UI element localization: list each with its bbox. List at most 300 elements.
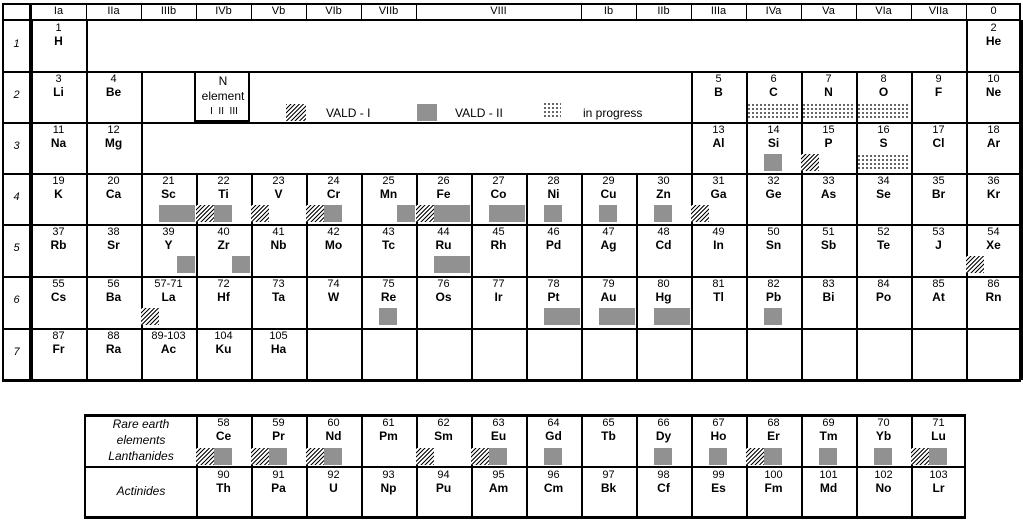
element-symbol: Bk [600, 481, 617, 495]
element-cell-ku [196, 328, 251, 378]
element-cell-b [691, 71, 746, 121]
element-symbol: Fe [436, 187, 451, 201]
element-symbol: Cl [932, 136, 945, 150]
element-cell-po [856, 276, 911, 326]
element-symbol: Np [380, 481, 397, 495]
atomic-number: 28 [547, 175, 560, 187]
element-symbol: Cd [655, 238, 672, 252]
element-symbol: Cu [600, 187, 617, 201]
vald2-pattern-hg [654, 308, 672, 325]
group-header-0: 0 [990, 5, 997, 17]
atomic-number: 102 [874, 469, 893, 481]
atomic-number: 33 [822, 175, 835, 187]
cell-left-border [746, 328, 748, 380]
atomic-number: 95 [492, 469, 505, 481]
element-symbol: Ba [105, 290, 122, 304]
atomic-number: 27 [492, 175, 505, 187]
element-symbol: Tb [601, 429, 616, 443]
atomic-number: 98 [657, 469, 670, 481]
element-cell-ag [581, 224, 636, 274]
atomic-number: 53 [932, 226, 945, 238]
actinide-cell-am [471, 467, 526, 517]
lanthanide-cell-pm [361, 415, 416, 465]
element-cell-ca [86, 173, 141, 223]
element-symbol: Ta [271, 290, 286, 304]
atomic-number: 62 [437, 417, 450, 429]
actinide-cell-u [306, 467, 361, 517]
element-symbol: Pm [379, 429, 398, 443]
legend-key-box-top [194, 71, 250, 73]
element-cell-at [911, 276, 966, 326]
element-cell-al [691, 122, 746, 172]
element-symbol: Ga [710, 187, 727, 201]
element-symbol: Cr [326, 187, 341, 201]
period-label-2: 2 [13, 89, 20, 101]
element-cell-ra [86, 328, 141, 378]
atomic-number: 68 [767, 417, 780, 429]
atomic-number: 31 [712, 175, 725, 187]
vald2-extra-pattern-fe [452, 205, 470, 222]
element-cell-k [31, 173, 86, 223]
actinide-cell-md [801, 467, 856, 517]
element-cell-mo [306, 224, 361, 274]
element-symbol: Pa [271, 481, 286, 495]
atomic-number: 65 [602, 417, 615, 429]
vald2-pattern-ce [214, 448, 232, 465]
atomic-number: 60 [327, 417, 340, 429]
element-symbol: Ir [494, 290, 503, 304]
lanthanide-cell-tb [581, 415, 636, 465]
element-symbol: F [934, 85, 943, 99]
atomic-number: 48 [657, 226, 670, 238]
group-header-IIIa: IIIa [710, 5, 727, 17]
atomic-number: 14 [767, 124, 780, 136]
legend-vald1-label: VALD - I [326, 106, 371, 120]
element-cell-na [31, 122, 86, 172]
atomic-number: 51 [822, 226, 835, 238]
atomic-number: 38 [107, 226, 120, 238]
vald2-pattern-ni [544, 205, 562, 222]
element-symbol: Ag [600, 238, 617, 252]
vald2-pattern-gd [544, 448, 562, 465]
element-symbol: Fr [52, 342, 65, 356]
element-symbol: Si [767, 136, 780, 150]
element-symbol: Cf [657, 481, 670, 495]
vald2-extra-pattern-mn [397, 205, 415, 222]
vald1-pattern-ti [196, 205, 214, 222]
element-symbol: Lr [932, 481, 945, 495]
atomic-number: 26 [437, 175, 450, 187]
element-cell-j [911, 224, 966, 274]
atomic-number: 22 [217, 175, 230, 187]
cell-left-border [636, 328, 638, 380]
atomic-number: 75 [382, 278, 395, 290]
element-symbol: No [875, 481, 892, 495]
outer-bottom-border [2, 379, 1021, 382]
actinide-cell-th [196, 467, 251, 517]
cell-left-border [471, 328, 473, 380]
legend-swatch-vald1 [286, 104, 306, 121]
atomic-number: 11 [52, 124, 65, 136]
group-header-VIIb: VIIb [378, 5, 399, 17]
atomic-number: 100 [764, 469, 783, 481]
element-symbol: J [935, 238, 942, 252]
atomic-number: 7 [825, 73, 832, 85]
legend-key-title-n: N [218, 74, 228, 88]
element-symbol: Kr [986, 187, 1001, 201]
element-symbol: Lu [931, 429, 946, 443]
element-cell-ne [966, 71, 1021, 121]
element-symbol: La [161, 290, 176, 304]
group-header-IIa: IIa [107, 5, 120, 17]
element-symbol: Eu [490, 429, 507, 443]
element-symbol: Be [105, 85, 122, 99]
atomic-number: 59 [272, 417, 285, 429]
actinide-cell-bk [581, 467, 636, 517]
period-label-5: 5 [13, 242, 20, 254]
element-cell-pd [526, 224, 581, 274]
element-symbol: Sb [820, 238, 837, 252]
element-symbol: Pd [545, 238, 562, 252]
element-cell-in [691, 224, 746, 274]
in-progress-pattern-o [857, 103, 909, 120]
element-symbol: Dy [655, 429, 672, 443]
atomic-number: 21 [162, 175, 175, 187]
atomic-number: 90 [217, 469, 230, 481]
element-symbol: Am [488, 481, 509, 495]
atomic-number: 15 [822, 124, 835, 136]
element-symbol: H [54, 34, 63, 48]
element-symbol: As [820, 187, 837, 201]
atomic-number: 56 [107, 278, 120, 290]
vald2-pattern-yb [874, 448, 892, 465]
element-cell-as [801, 173, 856, 223]
vald2-pattern-zn [654, 205, 672, 222]
element-cell-cl [911, 122, 966, 172]
group-header-IVb: IVb [215, 5, 232, 17]
legend-key-title-element: element [201, 89, 245, 103]
atomic-number: 50 [767, 226, 780, 238]
vald1-pattern-cr [306, 205, 324, 222]
element-symbol: Xe [986, 238, 1001, 252]
element-symbol: P [824, 136, 833, 150]
atomic-number: 101 [819, 469, 838, 481]
element-symbol: Ra [105, 342, 122, 356]
atomic-number: 41 [272, 226, 285, 238]
element-cell-hf [196, 276, 251, 326]
element-symbol: Pb [765, 290, 782, 304]
vald2-pattern-eu [489, 448, 507, 465]
vald1-pattern-ce [196, 448, 214, 465]
vald2-pattern-lu [929, 448, 947, 465]
atomic-number: 87 [52, 330, 65, 342]
atomic-number: 66 [657, 417, 670, 429]
atomic-number: 71 [932, 417, 945, 429]
actinide-cell-es [691, 467, 746, 517]
atomic-number: 92 [327, 469, 340, 481]
element-symbol: Li [53, 85, 64, 99]
atomic-number: 77 [492, 278, 505, 290]
atomic-number: 10 [987, 73, 1000, 85]
group-header-VIIa: VIIa [928, 5, 949, 17]
atomic-number: 44 [437, 226, 450, 238]
legend-swatch-in-progress [543, 102, 561, 119]
atomic-number: 9 [935, 73, 942, 85]
element-cell-cd [636, 224, 691, 274]
element-cell-rb [31, 224, 86, 274]
element-cell-sb [801, 224, 856, 274]
atomic-number: 13 [712, 124, 725, 136]
atomic-number: 97 [602, 469, 615, 481]
vald2-pattern-nd [324, 448, 342, 465]
element-symbol: B [714, 85, 723, 99]
element-symbol: Br [931, 187, 946, 201]
vald2-pattern-pt [544, 308, 562, 325]
atomic-number: 96 [547, 469, 560, 481]
vald2-pattern-pr [269, 448, 287, 465]
group-header-IIIb: IIIb [160, 5, 177, 17]
element-cell-mg [86, 122, 141, 172]
element-cell-te [856, 224, 911, 274]
element-symbol: O [878, 85, 889, 99]
vald1-pattern-nd [306, 448, 324, 465]
atomic-number: 103 [929, 469, 948, 481]
element-symbol: Ti [218, 187, 229, 201]
atomic-number: 5 [715, 73, 722, 85]
actinide-cell-pa [251, 467, 306, 517]
element-symbol: Gd [545, 429, 562, 443]
element-symbol: Ge [765, 187, 782, 201]
vald2-extra-pattern-y [177, 256, 195, 273]
atomic-number: 64 [547, 417, 560, 429]
vald2-pattern-tm [819, 448, 837, 465]
atomic-number: 99 [712, 469, 725, 481]
atomic-number: 54 [987, 226, 1000, 238]
atomic-number: 78 [547, 278, 560, 290]
element-symbol: Al [712, 136, 725, 150]
rare-earth-label-line1: Rare earth [112, 417, 170, 431]
group-header-Va: Va [822, 5, 835, 17]
atomic-number: 57-71 [154, 278, 183, 290]
vald2-pattern-dy [654, 448, 672, 465]
element-symbol: Se [876, 187, 891, 201]
rare-earth-label-line2: elements [116, 433, 166, 447]
element-symbol: Re [380, 290, 397, 304]
element-symbol: Hf [217, 290, 230, 304]
actinides-label: Actinides [116, 484, 166, 498]
element-symbol: Sc [161, 187, 176, 201]
atomic-number: 19 [52, 175, 65, 187]
atomic-number: 4 [110, 73, 117, 85]
element-symbol: Hg [655, 290, 672, 304]
element-cell-ir [471, 276, 526, 326]
vald1-pattern-lu [911, 448, 929, 465]
group-header-VIb: VIb [325, 5, 342, 17]
element-symbol: Ku [215, 342, 232, 356]
element-cell-ba [86, 276, 141, 326]
atomic-number: 69 [822, 417, 835, 429]
actinide-cell-np [361, 467, 416, 517]
legend-key-box-bottom [194, 120, 250, 122]
atomic-number: 79 [602, 278, 615, 290]
vald1-pattern-eu [471, 448, 489, 465]
atomic-number: 70 [877, 417, 890, 429]
atomic-number: 3 [55, 73, 62, 85]
atomic-number: 30 [657, 175, 670, 187]
vald2-extra-pattern-au [617, 308, 635, 325]
element-symbol: Rb [50, 238, 67, 252]
vald2-pattern-er [764, 448, 782, 465]
actinide-cell-cf [636, 467, 691, 517]
element-symbol: Pu [435, 481, 452, 495]
element-cell-bi [801, 276, 856, 326]
element-symbol: Mn [379, 187, 398, 201]
group-header-IVa: IVa [765, 5, 782, 17]
element-symbol: Ne [985, 85, 1002, 99]
atomic-number: 88 [107, 330, 120, 342]
element-symbol: Co [490, 187, 507, 201]
period-label-6: 6 [13, 294, 20, 306]
vald2-extra-pattern-co [507, 205, 525, 222]
element-symbol: U [329, 481, 338, 495]
element-cell-be [86, 71, 141, 121]
element-cell-br [911, 173, 966, 223]
element-cell-ar [966, 122, 1021, 172]
atomic-number: 84 [877, 278, 890, 290]
atomic-number: 25 [382, 175, 395, 187]
legend-vald2-label: VALD - II [455, 106, 503, 120]
rare-earth-label-line3: Lanthanides [108, 449, 174, 463]
element-symbol: Mo [324, 238, 343, 252]
element-symbol: Rh [490, 238, 507, 252]
atomic-number: 76 [437, 278, 450, 290]
element-symbol: He [985, 34, 1002, 48]
atomic-number: 43 [382, 226, 395, 238]
element-symbol: Ru [435, 238, 452, 252]
cell-left-border [526, 328, 528, 380]
cell-left-border [691, 328, 693, 380]
element-symbol: In [713, 238, 724, 252]
element-symbol: Na [50, 136, 67, 150]
atomic-number: 35 [932, 175, 945, 187]
cell-left-border [966, 328, 968, 380]
vald1-pattern-xe [966, 256, 984, 273]
vald2-pattern-au [599, 308, 617, 325]
element-symbol: Th [216, 481, 231, 495]
element-cell-rh [471, 224, 526, 274]
element-symbol: At [932, 290, 945, 304]
in-progress-pattern-n [802, 103, 854, 120]
legend-swatch-vald2 [417, 104, 437, 121]
atomic-number: 36 [987, 175, 1000, 187]
element-cell-f [911, 71, 966, 121]
element-symbol: Ho [710, 429, 727, 443]
atomic-number: 91 [272, 469, 285, 481]
vald2-pattern-si [764, 154, 782, 171]
header-divider [2, 19, 1021, 21]
atomic-number: 82 [767, 278, 780, 290]
element-symbol: V [274, 187, 283, 201]
element-symbol: S [879, 136, 888, 150]
element-symbol: Er [767, 429, 780, 443]
element-symbol: Pr [272, 429, 285, 443]
vald2-pattern-cr [324, 205, 342, 222]
group-header-Vb: Vb [271, 5, 286, 17]
atomic-number: 81 [712, 278, 725, 290]
vald2-extra-pattern-zr [232, 256, 250, 273]
element-symbol: Ar [986, 136, 1001, 150]
cell-left-border [801, 328, 803, 380]
atomic-number: 17 [932, 124, 945, 136]
atomic-number: 47 [602, 226, 615, 238]
atomic-number: 34 [877, 175, 890, 187]
period-label-4: 4 [13, 191, 20, 203]
element-cell-nb [251, 224, 306, 274]
vald1-pattern-p [801, 154, 819, 171]
vald1-pattern-er [746, 448, 764, 465]
vald2-pattern-cu [599, 205, 617, 222]
legend-in-progress-label: in progress [583, 106, 643, 120]
cell-right-border [86, 20, 88, 71]
atomic-number: 39 [162, 226, 175, 238]
actinide-cell-lr [911, 467, 966, 517]
cell-right-border [141, 71, 143, 122]
element-cell-ac [141, 328, 196, 378]
atomic-number: 55 [52, 278, 65, 290]
atomic-number: 93 [382, 469, 395, 481]
atomic-number: 23 [272, 175, 285, 187]
vald2-extra-pattern-pt [562, 308, 580, 325]
atomic-number: 63 [492, 417, 505, 429]
element-symbol: Tc [381, 238, 396, 252]
atomic-number: 37 [52, 226, 65, 238]
element-symbol: W [327, 290, 340, 304]
cell-left-border [306, 328, 308, 380]
period-label-1: 1 [13, 38, 20, 50]
atomic-number: 104 [214, 330, 233, 342]
element-symbol: Pt [547, 290, 560, 304]
element-symbol: Os [435, 290, 452, 304]
legend-key-stages: I II III [210, 106, 238, 117]
vald1-pattern-ga [691, 205, 709, 222]
vald1-pattern-pr [251, 448, 269, 465]
vald2-extra-pattern-hg [672, 308, 690, 325]
vald2-pattern-pb [764, 308, 782, 325]
cell-left-border [361, 328, 363, 380]
element-cell-ha [251, 328, 306, 378]
atomic-number: 80 [657, 278, 670, 290]
element-cell-cs [31, 276, 86, 326]
in-progress-pattern-s [857, 154, 909, 171]
atomic-number: 6 [770, 73, 777, 85]
atomic-number: 32 [767, 175, 780, 187]
atomic-number: 105 [269, 330, 288, 342]
element-symbol: Cs [50, 290, 67, 304]
element-cell-he [966, 20, 1021, 70]
element-symbol: Ni [547, 187, 560, 201]
atomic-number: 86 [987, 278, 1000, 290]
element-cell-sr [86, 224, 141, 274]
atomic-number: 2 [990, 22, 997, 34]
element-cell-ta [251, 276, 306, 326]
vald2-extra-pattern-ru [452, 256, 470, 273]
element-symbol: Sr [107, 238, 120, 252]
cell-left-border [416, 328, 418, 380]
atomic-number: 58 [217, 417, 230, 429]
cell-left-border [911, 328, 913, 380]
period-label-3: 3 [13, 140, 20, 152]
group-header-VIII: VIII [490, 5, 507, 17]
